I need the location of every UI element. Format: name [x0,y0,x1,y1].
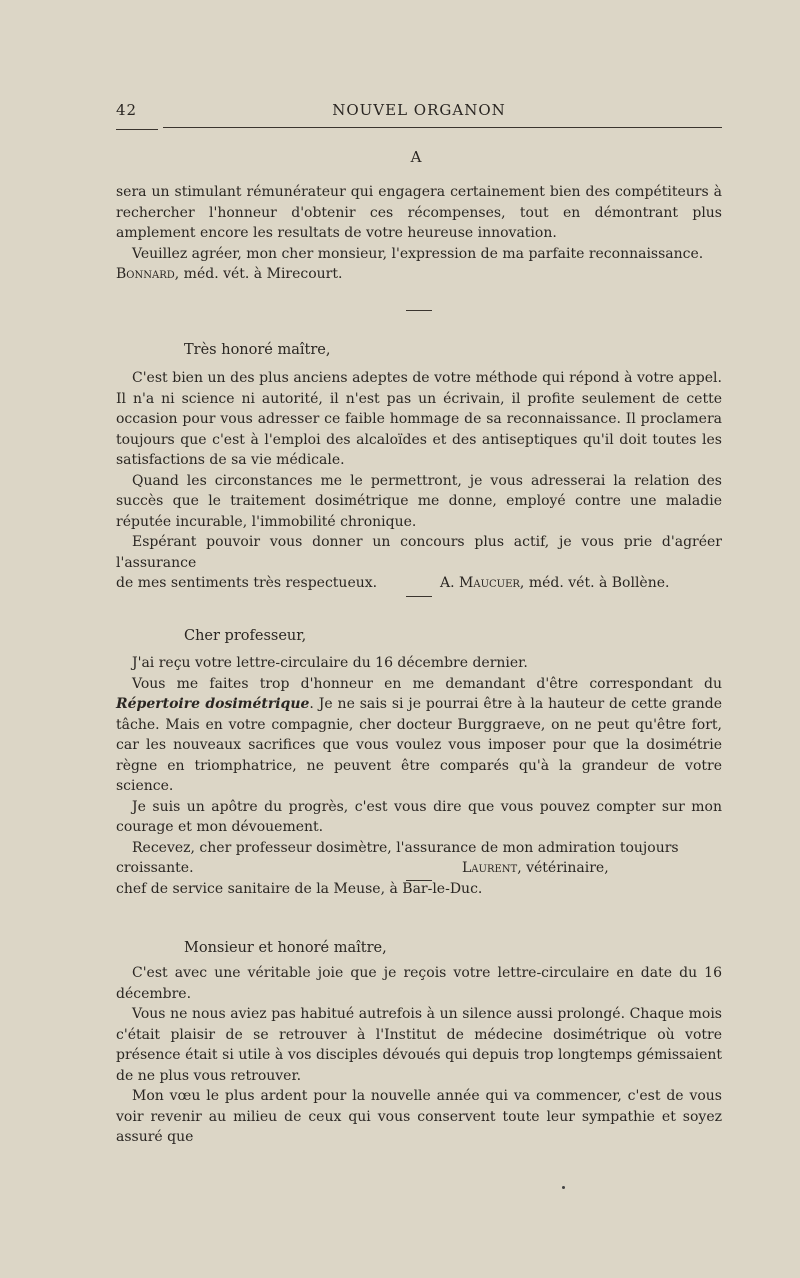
section-mark: A [410,148,422,166]
paragraph: J'ai reçu votre lettre-circulaire du 16 décembre dernier. [132,655,528,671]
paragraph: Mon vœu le plus ardent pour la nouvelle année qui va commencer, c'est de vous voir revenir au milieu de ceux qui vous conservent toute leur sympathie et soyez assuré que [116,1088,722,1145]
signature-rest: , méd. vét. à Mirecourt. [174,266,343,282]
letter-4 [116,963,722,1148]
letter-bonnard [116,182,722,285]
page-header [116,101,722,123]
signature [462,858,722,879]
letter-laurent [116,653,722,899]
signature-name: Maucuer [459,575,520,591]
signature-name: Laurent [462,860,518,876]
paragraph: C'est avec une véritable joie que je reçois votre lettre-circulaire en date du 16 décembre. [116,965,722,1002]
paragraph: Recevez, cher professeur dosimètre, l'assurance de mon admiration toujours [132,839,679,856]
signature [116,264,722,285]
page-number: 42 [116,101,138,119]
signature: A. Maucuer, méd. vét. à Bollène. [440,575,670,591]
closing-text: de mes sentiments très respectueux. [116,575,378,591]
paragraph: Quand les circonstances me le permettront, je vous adresserai la relation des succès que le traitement dosimétrique me donne, employé contre une maladie réputée incurable, l'immobilité chronique. [116,472,722,530]
closing-text: croissante. [116,860,194,876]
salutation: Très honoré maître, [184,342,331,358]
salutation: Monsieur et honoré maître, [184,940,387,956]
signature-name: Bonnard [116,266,175,282]
letter-maucuer [116,368,722,594]
paragraph: Espérant pouvoir vous donner un concours plus actif, je vous prie d'agréer l'assurance [116,534,722,571]
paragraph: Veuillez agréer, mon cher monsieur, l'expression de ma parfaite reconnaissance. [132,245,704,262]
running-title: NOUVEL ORGANON [332,101,506,119]
closing-line [116,858,722,879]
separator [406,880,432,881]
header-rule [163,127,722,128]
ink-speck [562,1186,565,1189]
salutation: Cher professeur, [184,628,307,644]
separator [406,596,432,597]
signature-rest: , vétérinaire, [517,860,609,876]
paragraph: Vous me faites trop d'honneur en me demandant d'être correspondant du Répertoire dosimétrique. Je ne sais si je pourrai être à la hauteur de cette grande tâche. Mais en votre compagnie, cher docteur Burggraeve, on ne peut qu'être fort, car les nouveaux sacrifices que vous voulez vous imposer pour que la dosimétrie règne en triomphatrice, ne peuvent être comparés qu'à la grandeur de votre science. [116,675,722,794]
paragraph: Je suis un apôtre du progrès, c'est vous dire que vous pouvez compter sur mon courage et mon dévouement. [116,798,722,835]
header-rule-short [116,129,158,130]
closing-line [116,573,722,594]
signature-line-2: chef de service sanitaire de la Meuse, à Bar-le-Duc. [116,880,483,897]
paragraph: Vous ne nous aviez pas habitué autrefois à un silence aussi prolongé. Chaque mois c'était plaisir de se retrouver à l'Institut de médecine dosimétrique où votre présence était si utile à vos disciples dévoués qui depuis trop longtemps gémissaient de ne plus vous retrouver. [116,1006,722,1084]
separator [406,310,432,311]
paragraph: C'est bien un des plus anciens adeptes de votre méthode qui répond à votre appel. Il n'a ni science ni autorité, il n'est pas un écrivain, il profite seulement de cette occasion pour vous adresser ce faible hommage de sa reconnaissance. Il proclamera toujours que c'est à l'emploi des alcaloïdes et des antiseptiques qu'il doit toutes les satisfactions de sa vie médicale. [116,370,722,468]
paragraph: sera un stimulant rémunérateur qui engagera certainement bien des compétiteurs à rechercher l'honneur d'obtenir ces récompenses, tout en démontrant plus amplement encore les resultats de votre heureuse innovation. [116,184,722,241]
journal-title: Répertoire dosimétrique [116,696,310,712]
signature-rest: , méd. vét. à Bollène. [519,575,670,591]
